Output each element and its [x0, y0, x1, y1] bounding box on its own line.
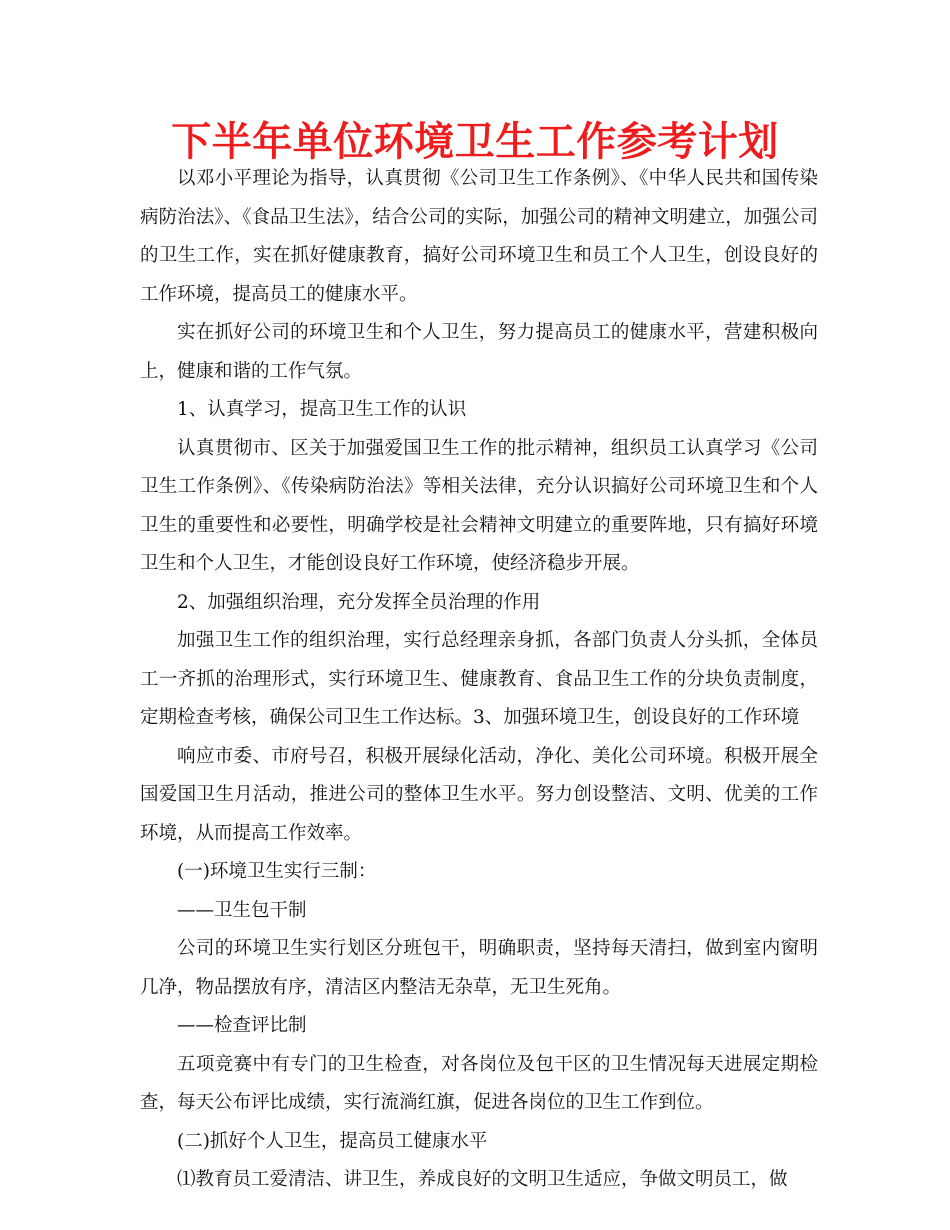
paragraph: 认真贯彻市、区关于加强爱国卫生工作的批示精神，组织员工认真学习《公司卫生工作条例》、《传染病防治法》等相关法律，充分认识搞好公司环境卫生和个人卫生的重要性和必要性，明确学校是社会精神文明建立的重要阵地，只有搞好环境卫生和个人卫生，才能创设良好工作环境，使经济稳步开展。	[140, 437, 818, 574]
document-title: 下半年单位环境卫生工作参考计划	[171, 119, 779, 165]
subsection-heading: (一)环境卫生实行三制：	[177, 861, 377, 882]
document-body	[140, 160, 818, 1200]
paragraph: 响应市委、市府号召，积极开展绿化活动，净化、美化公司环境。积极开展全国爱国卫生月活动，推进公司的整体卫生水平。努力创设整洁、文明、优美的工作环境，从而提高工作效率。	[140, 745, 818, 844]
paragraph: 五项竞赛中有专门的卫生检查，对各岗位及包干区的卫生情况每天进展定期检查，每天公布评比成绩，实行流淌红旗，促进各岗位的卫生工作到位。	[140, 1053, 818, 1113]
subsection-heading: (二)抓好个人卫生，提高员工健康水平	[177, 1130, 488, 1152]
paragraph: 以邓小平理论为指导，认真贯彻《公司卫生工作条例》、《中华人民共和国传染病防治法》、《食品卫生法》，结合公司的实际，加强公司的精神文明建立，加强公司的卫生工作，实在抓好健康教育，搞好公司环境卫生和员工个人卫生，创设良好的工作环境，提高员工的健康水平。	[140, 168, 818, 305]
list-heading: ——卫生包干制	[177, 899, 307, 921]
list-heading: ——检查评比制	[177, 1015, 307, 1036]
section-heading: 2、加强组织治理，充分发挥全员治理的作用	[177, 591, 541, 613]
paragraph: 加强卫生工作的组织治理，实行总经理亲身抓，各部门负责人分头抓，全体员工一齐抓的治理形式，实行环境卫生、健康教育、食品卫生工作的分块负责制度，定期检查考核，确保公司卫生工作达标。3、加强环境卫生，创设良好的工作环境	[140, 630, 818, 728]
section-heading: 1、认真学习，提高卫生工作的认识	[177, 399, 467, 420]
paragraph: 公司的环境卫生实行划区分班包干，明确职责，坚持每天清扫，做到室内窗明几净，物品摆放有序，清洁区内整洁无杂草，无卫生死角。	[140, 938, 818, 998]
paragraph: ⑴教育员工爱清洁、讲卫生，养成良好的文明卫生适应，争做文明员工，做	[177, 1169, 788, 1190]
paragraph: 实在抓好公司的环境卫生和个人卫生，努力提高员工的健康水平，营建积极向上，健康和谐的工作气氛。	[140, 322, 818, 382]
